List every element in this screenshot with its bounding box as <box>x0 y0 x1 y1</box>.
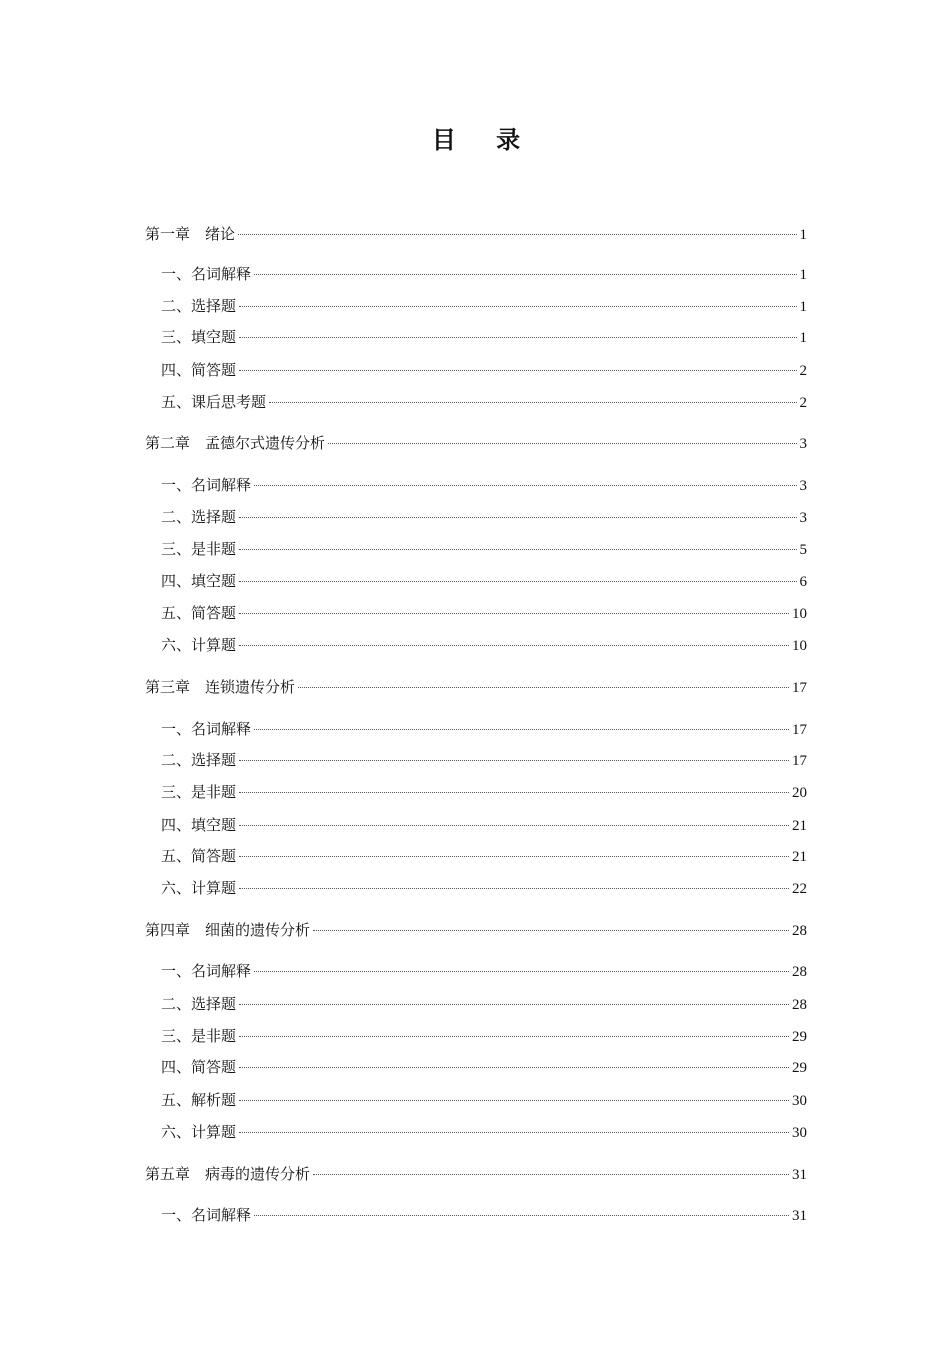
toc-section-entry[interactable] <box>161 570 807 593</box>
toc-page-number: 1 <box>799 330 807 346</box>
toc-section-entry[interactable] <box>161 634 807 657</box>
dot-leader <box>239 549 796 550</box>
page-title: 目 录 <box>431 125 537 154</box>
dot-leader <box>239 613 789 614</box>
toc-section-entry[interactable] <box>161 263 807 286</box>
toc-chapter-entry[interactable] <box>145 919 807 942</box>
toc-page-number: 20 <box>792 785 807 801</box>
dot-leader <box>254 274 796 275</box>
toc-section-entry[interactable] <box>161 1204 807 1227</box>
toc-entry-label: 五、简答题 <box>161 604 237 622</box>
toc-entry-label: 一、名词解释 <box>161 720 252 738</box>
toc-entry-label: 四、填空题 <box>161 816 237 834</box>
toc-page-number: 3 <box>799 436 807 452</box>
dot-leader <box>239 306 796 307</box>
toc-entry-label: 第三章 连锁遗传分析 <box>145 678 296 696</box>
toc-section-entry[interactable] <box>161 1121 807 1144</box>
toc-chapter-entry[interactable] <box>145 223 807 246</box>
toc-section-entry[interactable] <box>161 1025 807 1048</box>
toc-page-number: 29 <box>792 1060 807 1076</box>
toc-entry-label: 六、计算题 <box>161 1123 237 1141</box>
dot-leader <box>239 581 796 582</box>
dot-leader <box>239 760 789 761</box>
dot-leader <box>239 370 796 371</box>
dot-leader <box>239 645 789 646</box>
dot-leader <box>298 687 789 688</box>
toc-section-entry[interactable] <box>161 1056 807 1079</box>
toc-entry-label: 一、名词解释 <box>161 962 252 980</box>
dot-leader <box>239 1004 789 1005</box>
toc-section-entry[interactable] <box>161 960 807 983</box>
toc-entry-label: 二、选择题 <box>161 995 237 1013</box>
toc-entry-label: 五、课后思考题 <box>161 393 267 411</box>
toc-entry-label: 五、解析题 <box>161 1091 237 1109</box>
toc-page-number: 30 <box>792 1093 807 1109</box>
toc-entry-label: 三、填空题 <box>161 328 237 346</box>
toc-page-number: 5 <box>799 542 807 558</box>
toc-section-entry[interactable] <box>161 295 807 318</box>
toc-page-number: 17 <box>792 680 807 696</box>
toc-section-entry[interactable] <box>161 359 807 382</box>
dot-leader <box>313 930 789 931</box>
toc-entry-label: 二、选择题 <box>161 751 237 769</box>
toc-page-number: 17 <box>792 722 807 738</box>
toc-page-number: 31 <box>792 1208 807 1224</box>
toc-page-number: 1 <box>799 227 807 243</box>
toc-entry-label: 四、填空题 <box>161 572 237 590</box>
toc-section-entry[interactable] <box>161 845 807 868</box>
toc-section-entry[interactable] <box>161 602 807 625</box>
toc-chapter-entry[interactable] <box>145 676 807 699</box>
toc-section-entry[interactable] <box>161 1089 807 1112</box>
toc-entry-label: 三、是非题 <box>161 1027 237 1045</box>
toc-entry-label: 六、计算题 <box>161 636 237 654</box>
toc-page-number: 2 <box>799 363 807 379</box>
toc-page-number: 17 <box>792 753 807 769</box>
toc-page-number: 22 <box>792 881 807 897</box>
toc-page-number: 1 <box>799 267 807 283</box>
toc-page-number: 10 <box>792 606 807 622</box>
toc-chapter-entry[interactable] <box>145 432 807 455</box>
toc-page-number: 21 <box>792 818 807 834</box>
toc-entry-label: 二、选择题 <box>161 297 237 315</box>
toc-page-number: 1 <box>799 299 807 315</box>
dot-leader <box>239 825 789 826</box>
dot-leader <box>254 1215 789 1216</box>
toc-page-number: 3 <box>799 478 807 494</box>
toc-section-entry[interactable] <box>161 749 807 772</box>
toc-entry-label: 一、名词解释 <box>161 265 252 283</box>
toc-section-entry[interactable] <box>161 538 807 561</box>
dot-leader <box>239 517 796 518</box>
toc-entry-label: 第五章 病毒的遗传分析 <box>145 1165 311 1183</box>
dot-leader <box>239 856 789 857</box>
toc-entry-label: 三、是非题 <box>161 783 237 801</box>
toc-entry-label: 六、计算题 <box>161 879 237 897</box>
toc-entry-label: 五、简答题 <box>161 847 237 865</box>
toc-section-entry[interactable] <box>161 506 807 529</box>
toc-entry-label: 一、名词解释 <box>161 1206 252 1224</box>
dot-leader <box>239 1036 789 1037</box>
toc-section-entry[interactable] <box>161 877 807 900</box>
toc-section-entry[interactable] <box>161 326 807 349</box>
dot-leader <box>254 729 789 730</box>
toc-section-entry[interactable] <box>161 474 807 497</box>
dot-leader <box>328 443 796 444</box>
dot-leader <box>239 792 789 793</box>
dot-leader <box>239 1132 789 1133</box>
toc-page-number: 3 <box>799 510 807 526</box>
toc-section-entry[interactable] <box>161 391 807 414</box>
toc-entry-label: 四、简答题 <box>161 1058 237 1076</box>
dot-leader <box>239 337 796 338</box>
dot-leader <box>254 485 796 486</box>
toc-page-number: 28 <box>792 923 807 939</box>
toc-section-entry[interactable] <box>161 814 807 837</box>
dot-leader <box>254 971 789 972</box>
toc-page-number: 21 <box>792 849 807 865</box>
toc-page-number: 29 <box>792 1029 807 1045</box>
toc-entry-label: 第一章 绪论 <box>145 225 236 243</box>
toc-section-entry[interactable] <box>161 718 807 741</box>
toc-section-entry[interactable] <box>161 993 807 1016</box>
toc-entry-label: 第四章 细菌的遗传分析 <box>145 921 311 939</box>
toc-entry-label: 三、是非题 <box>161 540 237 558</box>
toc-page-number: 28 <box>792 997 807 1013</box>
dot-leader <box>239 1100 789 1101</box>
dot-leader <box>269 402 796 403</box>
toc-page-number: 2 <box>799 395 807 411</box>
toc-page-number: 30 <box>792 1125 807 1141</box>
dot-leader <box>239 1067 789 1068</box>
toc-page-number: 10 <box>792 638 807 654</box>
toc-chapter-entry[interactable] <box>145 1163 807 1186</box>
dot-leader <box>313 1174 789 1175</box>
toc-page-number: 31 <box>792 1167 807 1183</box>
toc-entry-label: 四、简答题 <box>161 361 237 379</box>
toc-section-entry[interactable] <box>161 781 807 804</box>
toc-page-number: 28 <box>792 964 807 980</box>
toc-entry-label: 一、名词解释 <box>161 476 252 494</box>
dot-leader <box>239 888 789 889</box>
toc-entry-label: 第二章 孟德尔式遗传分析 <box>145 434 326 452</box>
toc-page-number: 6 <box>799 574 807 590</box>
toc-entry-label: 二、选择题 <box>161 508 237 526</box>
dot-leader <box>238 234 796 235</box>
